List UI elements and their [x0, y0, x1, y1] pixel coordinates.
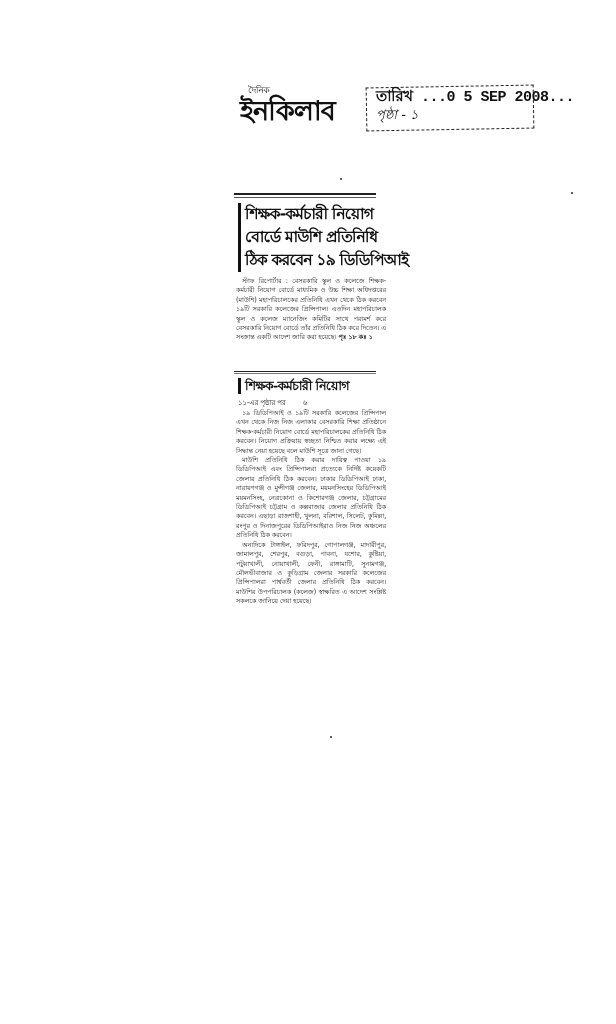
section-divider-thin [234, 373, 376, 374]
top-rule [234, 193, 376, 195]
continuation-headline: শিক্ষক-কর্মচারী নিয়োগ [238, 378, 349, 394]
headline-line-2: বোর্ডে মাউশি প্রতিনিধি [245, 228, 378, 246]
masthead-title: ইনকিলাব [240, 96, 335, 127]
contd-from-text: ১১-এর পৃষ্ঠার পর [238, 399, 286, 407]
headline-line-3: ঠিক করবেন ১৯ ডিডিপিআই [245, 251, 409, 269]
contd-mark: ৬ [302, 399, 308, 407]
newspaper-masthead [240, 86, 360, 134]
headline-line-1: শিক্ষক-কর্মচারী নিয়োগ [245, 205, 374, 223]
intro-text: স্টাফ রিপোর্টার : বেসরকারি স্কুল ও কলেজে শিক্ষক-কর্মচারী নিয়োগ বোর্ডে মাধ্যমিক ও উচ্চ শিক্ষা অধিদপ্তরের (মাউশি) মহাপরিচালকের প্রতিনিধি এখন থেকে ঠিক করবেন ১৯টি সরকারি কলেজের প্রিন্সিপাল। এতদিন মহাপরিচালক স্কুল ও কলেজ ম্যানেজিং কমিটির সাথে পরামর্শ করে বেসরকারি নিয়োগ বোর্ডে তাঁর প্রতিনিধি ঠিক করে দিতেন। এ সংক্রান্ত একটি আদেশ জারি করা হয়েছে। [236, 277, 386, 342]
article-intro [236, 277, 386, 365]
news-clipping [234, 193, 409, 713]
stamp-date: তারিখ ...0 5 SEP 2008... [376, 89, 575, 106]
paragraph-1: ১৯ ডিডিপিআই ও ১৯টি সরকারি কলেজের প্রিন্সিপাল এখন থেকে নিজ নিজ এলাকার বেসরকারি শিক্ষা প্রতিষ্ঠানে শিক্ষক-কর্মচারী নিয়োগ বোর্ডে মহাপরিচালকের প্রতিনিধি ঠিক করবেন। নিয়োগ প্রক্রিয়ায় স্বচ্ছতা নিশ্চিত করার লক্ষ্যে এই সিদ্ধান্ত নেয়া হয়েছে বলে মাউশি সূত্রে জানা গেছে। [236, 409, 386, 455]
scan-speck [340, 178, 342, 180]
date-stamp [366, 86, 575, 130]
continued-from [238, 399, 307, 408]
stamp-page: পৃষ্ঠা - ১ [376, 108, 419, 123]
article-headline [238, 203, 409, 272]
section-divider [234, 371, 376, 372]
scan-speck [571, 192, 573, 194]
paragraph-3: অন্যদিকে টাঙ্গাইল, ফরিদপুর, গোপালগঞ্জ, মাদারীপুর, জামালপুর, শেরপুর, বগুড়া, পাবনা, যশোর, কুষ্টিয়া, পটুয়াখালী, নোয়াখালী, ফেনী, রাঙ্গামাটি, সুনামগঞ্জ, মৌলভীবাজার ও কুড়িগ্রাম জেলার সরকারি কলেজের প্রিন্সিপালরা পার্শ্ববর্তী জেলার প্রতিনিধি ঠিক করবেন। মাউশির উপপরিচালক (কলেজ) স্বাক্ষরিত এ আদেশ সংশ্লিষ্ট সকলকে জানিয়ে দেয়া হয়েছে। [236, 540, 386, 606]
top-rule-thin [234, 197, 376, 198]
paragraph-2: মাউশি প্রতিনিধি ঠিক করার দায়িত্ব পাওয়া ১৯ ডিডিপিআই এবং প্রিন্সিপালরা প্রত্যেকে নির্দিষ্ট কয়েকটি জেলার প্রতিনিধি ঠিক করবেন। ঢাকার ডিডিপিআই ঢাকা, নারায়ণগঞ্জ ও মুন্সীগঞ্জ জেলার, ময়মনসিংহের ডিডিপিআই ময়মনসিংহ, নেত্রকোনা ও কিশোরগঞ্জ জেলার, চট্টগ্রামের ডিডিপিআই চট্টগ্রাম ও কক্সবাজার জেলার প্রতিনিধি ঠিক করবেন। এছাড়া রাজশাহী, খুলনা, বরিশাল, সিলেট, কুমিল্লা, রংপুর ও দিনাজপুরের ডিডিপিআইরাও নিজ নিজ অঞ্চলের প্রতিনিধি ঠিক করবেন। [236, 456, 386, 540]
continued-note: পৃঃ ১৮ কঃ ১ [338, 333, 373, 342]
scan-speck [330, 736, 332, 738]
article-continuation [236, 409, 386, 709]
masthead-daily-label: দৈনিক [248, 86, 270, 96]
